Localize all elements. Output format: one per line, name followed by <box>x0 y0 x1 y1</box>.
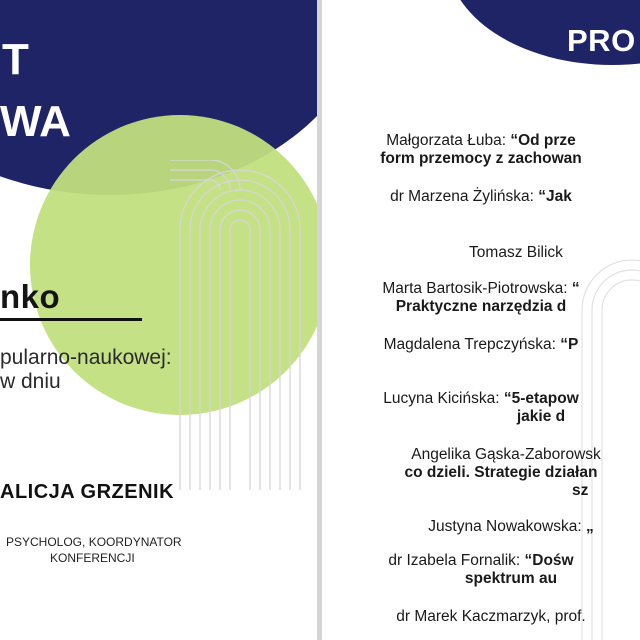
coordinator-role-line-2: KONFERENCJI <box>50 551 135 565</box>
coordinator-name: ALICJA GRZENIK <box>0 481 175 503</box>
agenda-item <box>322 188 640 206</box>
program-heading: PRO <box>567 23 636 58</box>
agenda-title: “Jak <box>538 188 572 205</box>
agenda-speaker: Magdalena Trepczyńska: <box>383 336 561 353</box>
agenda-speaker: Małgorzata Łuba: <box>386 132 511 149</box>
agenda-item <box>322 608 640 626</box>
agenda-title-line2: form przemocy z zachowan <box>380 150 582 167</box>
agenda-item <box>322 336 640 354</box>
agenda-title-line2: spektrum au <box>464 570 558 587</box>
agenda-speaker: Angelika Gąska-Zaborowsk <box>411 446 601 463</box>
agenda-speaker: dr Izabela Fornalik: <box>388 552 525 569</box>
agenda-item <box>322 518 640 536</box>
agenda-title-line3: sz <box>572 482 589 499</box>
agenda-title-line2: jakie d <box>516 408 566 425</box>
author-name: nko <box>0 278 61 315</box>
agenda-item <box>322 552 640 588</box>
agenda-item <box>322 446 640 482</box>
agenda-speaker: dr Marzena Żylińska: <box>390 188 539 205</box>
right-page <box>322 0 640 640</box>
agenda-title: “Dośw <box>524 552 574 569</box>
agenda-title: “Od prze <box>510 132 576 149</box>
agenda-speaker: dr Marek Kaczmarzyk, prof. <box>396 608 586 625</box>
agenda-speaker: Tomasz Bilick <box>469 244 563 261</box>
title-line-2: WA <box>0 97 71 146</box>
subtitle-line-2: w dniu <box>0 370 61 393</box>
title-line-1: T <box>2 38 29 82</box>
agenda-title: “ <box>571 280 580 297</box>
agenda-item <box>322 132 640 168</box>
agenda-title-line2: co dzieli. Strategie działan <box>404 464 598 481</box>
agenda-item <box>322 482 640 500</box>
subtitle-line-1: pularno-naukowej: <box>0 346 172 369</box>
agenda-title-line2: Praktyczne narzędzia d <box>395 298 567 315</box>
agenda-speaker: Justyna Nowakowska: <box>428 518 586 535</box>
agenda-item <box>322 244 640 262</box>
agenda-title: “5-etapow <box>503 390 579 407</box>
name-underline <box>0 318 142 321</box>
left-page <box>0 0 317 640</box>
coordinator-role-line-1: PSYCHOLOG, KOORDYNATOR <box>6 535 182 549</box>
arches-decoration <box>170 160 317 490</box>
agenda-speaker: Lucyna Kicińska: <box>383 390 504 407</box>
agenda-item <box>322 390 640 426</box>
agenda-title: „ <box>585 518 594 535</box>
agenda-title: “P <box>560 336 579 353</box>
agenda-speaker: Marta Bartosik-Piotrowska: <box>382 280 572 297</box>
agenda-item <box>322 280 640 316</box>
